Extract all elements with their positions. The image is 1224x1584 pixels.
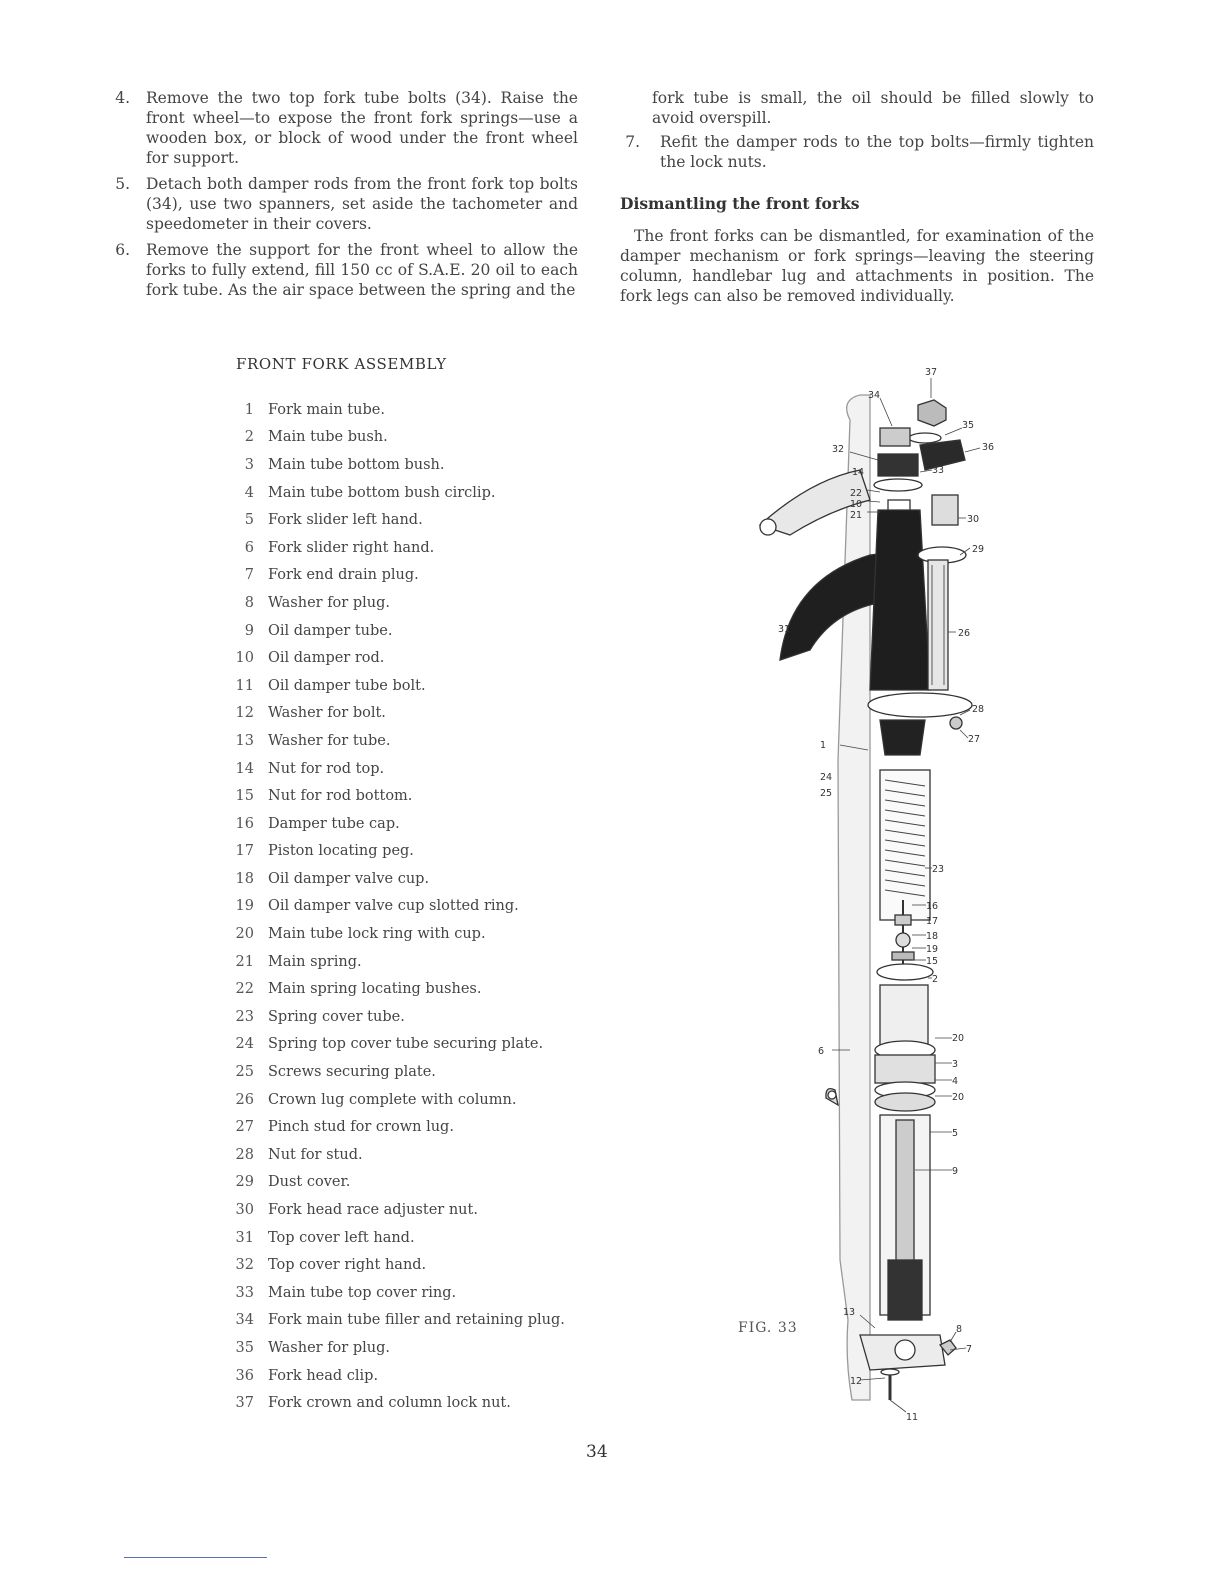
part-list-item [226,1362,646,1390]
part-number: 2 [244,429,254,446]
part-list-item [226,1334,646,1362]
part-number: 24 [235,1036,254,1053]
callout-label: 18 [926,931,939,942]
part-label: Oil damper tube. [268,622,393,639]
part-number: 3 [244,456,254,473]
part-number: 22 [235,981,254,998]
part-number: 10 [235,650,254,667]
part-label: Spring cover tube. [268,1008,405,1025]
callout-label: 8 [956,1324,963,1335]
part-label: Crown lug complete with column. [268,1091,517,1108]
callout-label: 24 [820,772,833,783]
callout-label: 7 [966,1344,973,1355]
part-number: 12 [235,705,254,722]
part-number: 4 [244,484,254,501]
callout-label: 9 [952,1166,959,1177]
part-label: Nut for rod bottom. [268,788,413,805]
callout-label: 36 [982,442,995,453]
step-number: 4. [115,89,130,107]
step-text: Detach both damper rods from the front fork top bolts (34), use two spanners, set aside the tachometer and speedometer in their covers. [146,175,578,233]
instructions-left [110,88,578,306]
callout-label: 2 [932,974,939,985]
part-label: Fork main tube filler and retaining plug. [268,1312,565,1329]
part-label: Main tube bush. [268,429,388,446]
part-number: 7 [244,567,254,584]
step-number: 5. [115,175,130,193]
part-number: 11 [235,677,254,694]
callout-label: 27 [968,734,981,745]
instruction-step [110,88,578,168]
callout-label: 13 [843,1307,856,1318]
callout-label: 20 [952,1092,965,1103]
part-list-item [226,838,646,866]
part-list-item [226,1113,646,1141]
footer-rule [124,1557,267,1558]
part-list-item [226,424,646,452]
part-list-item [226,1224,646,1252]
part-label: Fork main tube. [268,401,385,418]
part-number: 32 [235,1257,254,1274]
callout-label: 19 [926,944,939,955]
part-label: Screws securing plate. [268,1064,436,1081]
part-label: Main tube bottom bush circlip. [268,484,496,501]
part-list-item [226,893,646,921]
part-label: Fork head race adjuster nut. [268,1202,478,1219]
part-list-item [226,479,646,507]
part-label: Main tube lock ring with cup. [268,926,486,943]
instruction-step [110,240,578,300]
part-list-item [226,700,646,728]
part-label: Oil damper rod. [268,650,385,667]
part-list-item [226,1279,646,1307]
part-label: Main tube bottom bush. [268,456,445,473]
part-list-item [226,1141,646,1169]
part-list-item [226,1169,646,1197]
callout-label: 25 [820,788,833,799]
figure-caption: FIG. 33 [738,1320,798,1336]
instructions-right [620,88,1094,306]
part-number: 29 [235,1174,254,1191]
callout-label: 35 [962,420,975,431]
section-heading: Dismantling the front forks [620,194,860,213]
part-label: Damper tube cap. [268,815,400,832]
part-label: Fork slider right hand. [268,539,435,556]
part-label: Fork crown and column lock nut. [268,1395,511,1412]
part-number: 6 [244,539,254,556]
part-label: Washer for tube. [268,732,391,749]
callout-label: 14 [852,467,865,478]
part-label: Dust cover. [268,1174,351,1191]
callout-label: 17 [926,916,939,927]
part-number: 9 [244,622,254,639]
callout-label: 29 [972,544,985,555]
part-list-item [226,672,646,700]
section-paragraph: The front forks can be dismantled, for examination of the damper mechanism or fork springs—leaving the steering column, handlebar lug and attachments in position. The fork legs can also be removed individually. [620,227,1094,305]
part-number: 19 [235,898,254,915]
part-number: 36 [235,1367,254,1384]
part-label: Main spring locating bushes. [268,981,482,998]
part-number: 33 [235,1284,254,1301]
part-list-item [226,920,646,948]
part-list-item [226,1196,646,1224]
step-number: 6. [115,241,130,259]
part-list-item [226,810,646,838]
callout-label: 5 [952,1128,959,1139]
part-number: 34 [235,1312,254,1329]
callout-label: 12 [850,1376,863,1387]
part-list-item [226,727,646,755]
part-label: Main spring. [268,953,362,970]
part-list-item [226,948,646,976]
part-number: 15 [235,788,254,805]
callout-label: 21 [850,510,863,521]
part-number: 37 [235,1395,254,1412]
callout-label: 1 [820,740,827,751]
callout-label: 33 [932,465,945,476]
part-number: 28 [235,1146,254,1163]
part-number: 30 [235,1202,254,1219]
part-number: 1 [244,401,254,418]
part-number: 8 [244,594,254,611]
part-number: 27 [235,1119,254,1136]
part-label: Nut for stud. [268,1146,363,1163]
part-list-item [226,782,646,810]
part-number: 18 [235,870,254,887]
part-number: 31 [235,1229,254,1246]
callout-label: 4 [952,1076,959,1087]
callout-label: 26 [958,628,971,639]
instruction-step [620,132,1094,172]
callout-label: 30 [967,514,980,525]
callout-label: 6 [818,1046,825,1057]
part-label: Oil damper valve cup. [268,870,430,887]
part-number: 23 [235,1008,254,1025]
part-list-item [226,396,646,424]
step-continuation: fork tube is small, the oil should be filled slowly to avoid overspill. [652,89,1094,127]
assembly-title: FRONT FORK ASSEMBLY [236,355,447,373]
part-number: 25 [235,1064,254,1081]
callout-label: 3 [952,1059,959,1070]
part-label: Washer for plug. [268,1339,390,1356]
part-number: 35 [235,1339,254,1356]
callout-label: 11 [906,1412,919,1423]
step-text: Remove the two top fork tube bolts (34). Raise the front wheel—to expose the front fork springs—use a wooden box, or block of wood under the front wheel for support. [146,89,578,167]
step-text: Refit the damper rods to the top bolts—firmly tighten the lock nuts. [660,133,1094,171]
part-label: Fork end drain plug. [268,567,419,584]
step-text: Remove the support for the front wheel to allow the forks to fully extend, fill 150 cc of S.A.E. 20 oil to each fork tube. As the air space between the spring and the [146,241,578,299]
part-list-item [226,1251,646,1279]
part-list-item [226,506,646,534]
part-list-item [226,534,646,562]
part-number: 14 [235,760,254,777]
part-number: 20 [235,926,254,943]
part-list-item [226,865,646,893]
exploded-fork-diagram [720,360,1020,1430]
callout-label: 10 [850,499,863,510]
part-label: Top cover left hand. [268,1229,415,1246]
part-label: Washer for plug. [268,594,390,611]
part-label: Fork slider left hand. [268,512,423,529]
part-list-item [226,755,646,783]
part-number: 21 [235,953,254,970]
part-list-item [226,1389,646,1417]
callout-label: 34 [868,390,881,401]
part-list-item [226,1086,646,1114]
page-number: 34 [586,1442,608,1462]
part-list-item [226,1307,646,1335]
part-list-item [226,451,646,479]
part-list-item [226,1031,646,1059]
callout-label: 37 [925,367,938,378]
part-list-item [226,975,646,1003]
part-label: Oil damper tube bolt. [268,677,426,694]
callout-label: 23 [932,864,945,875]
callout-label: 16 [926,901,939,912]
part-number: 26 [235,1091,254,1108]
part-list-item [226,617,646,645]
part-list-item [226,589,646,617]
part-label: Piston locating peg. [268,843,414,860]
part-label: Oil damper valve cup slotted ring. [268,898,519,915]
part-label: Main tube top cover ring. [268,1284,457,1301]
step-number: 7. [625,133,640,151]
part-list-item [226,1058,646,1086]
part-label: Spring top cover tube securing plate. [268,1036,544,1053]
part-list-item [226,1003,646,1031]
part-number: 16 [235,815,254,832]
instruction-step [110,174,578,234]
part-label: Nut for rod top. [268,760,385,777]
part-number: 5 [244,512,254,529]
callout-label: 32 [832,444,845,455]
callout-label: 28 [972,704,985,715]
callout-label: 15 [926,956,939,967]
part-list-item [226,562,646,590]
parts-list [226,396,646,1417]
part-label: Washer for bolt. [268,705,386,722]
part-label: Pinch stud for crown lug. [268,1119,454,1136]
part-label: Top cover right hand. [268,1257,427,1274]
callout-label: 20 [952,1033,965,1044]
part-number: 17 [235,843,254,860]
part-number: 13 [235,732,254,749]
callout-label: 22 [850,488,863,499]
part-list-item [226,644,646,672]
callout-label: 31 [778,624,791,635]
part-label: Fork head clip. [268,1367,379,1384]
